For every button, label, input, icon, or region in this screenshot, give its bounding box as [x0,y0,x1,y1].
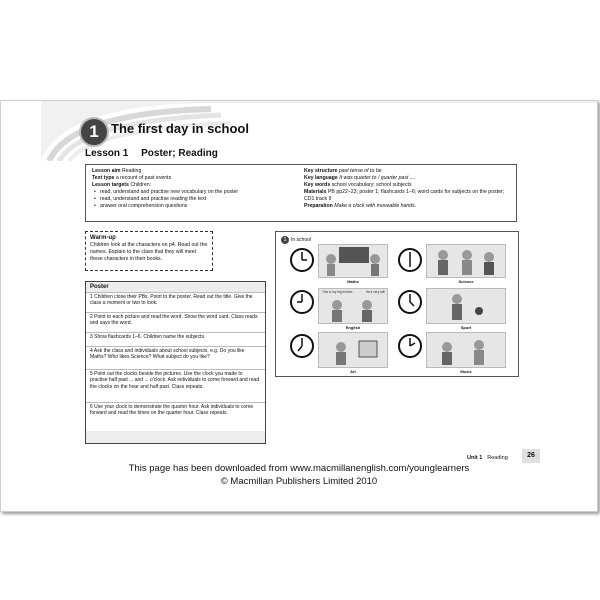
warmup-text: Children look at the characters on p4. Read out the names. Explain to the class that they will meet these characters in their books. [90,242,208,262]
aim-value: Reading [122,168,142,174]
target-item: • read, understand and practise new vocabulary on the poster [92,189,292,196]
poster-steps-box [85,281,266,444]
footer-unit [467,455,508,461]
clock-icon [290,248,314,272]
info-left-column [92,168,292,210]
science-picture-icon [427,245,505,277]
words-label: Key words [304,182,331,188]
clock-icon [398,334,422,358]
maths-picture-icon [319,245,387,277]
page-number: 26 [522,449,540,463]
info-right-column [304,168,514,210]
unit-number-badge: 1 [79,117,109,147]
science-scene [426,244,506,278]
speech-bubble: This is my big brother. [322,290,354,294]
poster-illustration [275,231,519,377]
subject-label: English [345,325,361,330]
lesson-label: Lesson 1 [85,148,129,159]
poster-step: 6 Use your clock to demonstrate the quarter hour. Ask individuals to come forward and read the times on the quarter hour. Class repeats. [86,402,265,431]
poster-step: 4 Ask the class and individuals about school subjects, e.g. Do you like Maths? Who likes Science? What subject do you like? [86,346,265,369]
preparation-value: Make a clock with moveable hands. [334,203,417,209]
lesson-subtitle: Poster; Reading [141,148,218,159]
aim-label: Lesson aim [92,168,121,174]
targets-value: Children: [130,182,152,188]
sport-scene [426,288,506,324]
poster-step: 2 Point to each picture and read the word. Show the word card. Class reads and says the word. [86,312,265,332]
unit-title: The first day in school [111,121,249,136]
lesson-heading [85,148,218,159]
sport-picture-icon [427,289,505,323]
texttype-label: Text type [92,175,115,181]
illustration-heading [281,236,311,244]
targets-label: Lesson targets [92,182,129,188]
poster-title: Poster [90,284,109,290]
materials-value: PB pp22–23; poster 1; flashcards 1–6; word cards for subjects on the poster; CD1 track 9 [304,189,505,202]
art-picture-icon [319,333,387,367]
poster-step: 5 Point out the clocks beside the pictures. Use the clock you made to practise half past ... and ... o'clock. Ask individuals to come forward and read the clocks on the hour and half past. Class repeats. [86,369,265,402]
subject-label: Science [458,279,474,284]
clock-icon [398,290,422,314]
illustration-number: 1 [281,236,289,244]
poster-step: 3 Show flashcards 1–6. Children name the subjects. [86,332,265,346]
warmup-box [85,231,213,271]
download-notice: This page has been downloaded from www.macmillanenglish.com/younglearners [128,463,470,474]
subject-label: Art [350,369,356,374]
clock-icon [398,248,422,272]
lesson-info-box [85,164,517,222]
music-picture-icon [427,333,505,367]
music-scene [426,332,506,368]
language-value: It was quarter to / quarter past .... [339,175,416,181]
english-picture-icon [319,289,387,323]
book-page [0,100,598,512]
copyright-notice: © Macmillan Publishers Limited 2010 [220,476,378,487]
clock-icon [290,334,314,358]
language-label: Key language [304,175,338,181]
speech-bubble: He's very tall! [366,290,386,294]
structure-value: past tense of to be [338,168,382,174]
footer-unit-label: Unit 1 [467,455,483,461]
subject-label: Sport [460,325,472,330]
footer-section: Reading [487,455,508,461]
subject-label: Maths [347,279,359,284]
structure-label: Key structure [304,168,338,174]
target-item: • read, understand and practise reading the text [92,196,292,203]
art-scene [318,332,388,368]
materials-label: Materials [304,189,327,195]
clock-icon [290,290,314,314]
maths-scene [318,244,388,278]
illustration-title: In school [291,237,312,243]
poster-step: 1 Children close their PBs. Point to the poster. Read out the title. Give the class a moment or two to look. [86,292,265,312]
preparation-label: Preparation [304,203,333,209]
target-item: • answer oral comprehension questions [92,203,292,210]
words-value: school vocabulary; school subjects [331,182,412,188]
subject-label: Music [460,369,472,374]
warmup-title: Warm-up [90,235,116,241]
texttype-value: a recount of past events [115,175,172,181]
